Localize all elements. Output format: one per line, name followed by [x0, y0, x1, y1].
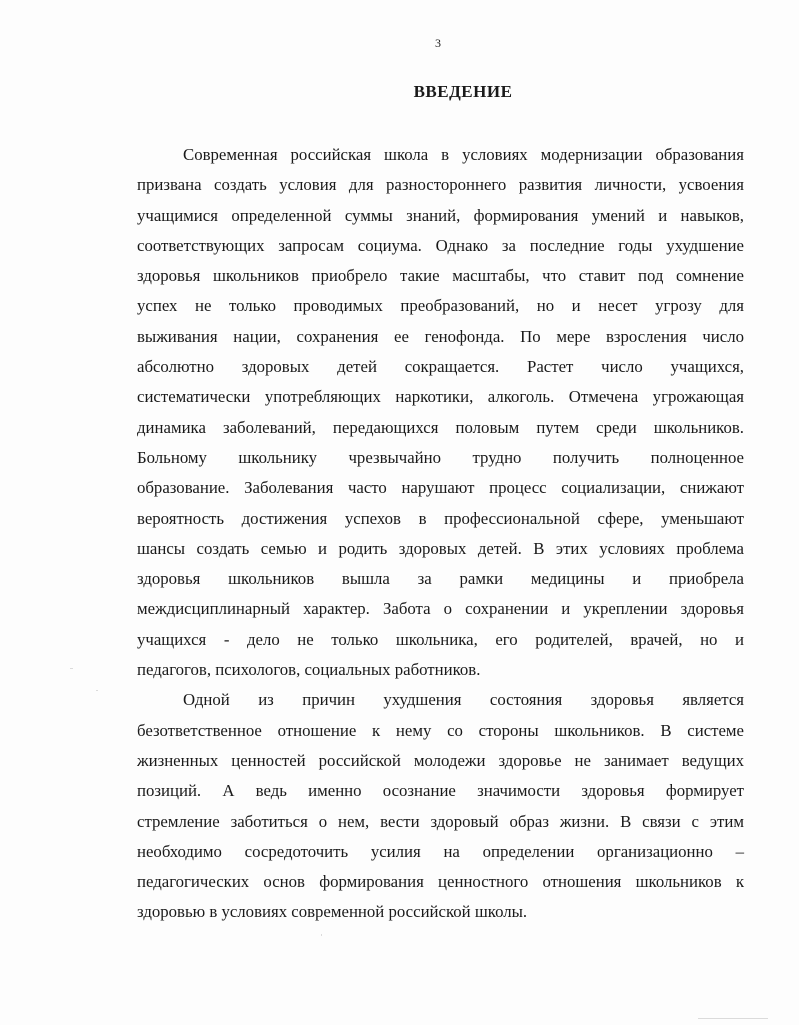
paragraph-2-line: жизненных ценностей российской молодежи здоровье не занимает ведущих: [137, 750, 744, 770]
paragraph-2-line: позиций. А ведь именно осознание значимости здоровья формирует: [137, 781, 744, 801]
scan-speck: [321, 934, 322, 936]
paragraph-1-line: призвана создать условия для разностороннего развития личности, усвоения: [137, 175, 744, 195]
paragraph-1-line: выживания нации, сохранения ее генофонда. По мере взросления число: [137, 326, 744, 346]
paragraph-1-line: здоровья школьников приобрело такие масштабы, что ставит под сомнение: [137, 266, 744, 286]
paragraph-2-line: Одной из причин ухудшения состояния здоровья является: [183, 690, 744, 710]
paragraph-1-line: Современная российская школа в условиях модернизации образования: [183, 145, 744, 164]
body-text: [137, 140, 744, 928]
paragraph-2-line: стремление заботиться о нем, вести здоровый образ жизни. В связи с этим: [137, 811, 744, 831]
scan-speck: [96, 690, 98, 691]
scan-speck: [70, 668, 73, 669]
paragraph-1-line: успех не только проводимых преобразований, но и несет угрозу для: [137, 296, 744, 316]
paragraph-1-line: здоровья школьников вышла за рамки медицины и приобрела: [137, 569, 744, 589]
page-number: 3: [435, 36, 441, 50]
paragraph-2-line: необходимо сосредоточить усилия на определении организационно –: [137, 841, 744, 861]
paragraph-1-line: систематически употребляющих наркотики, алкоголь. Отмечена угрожающая: [137, 387, 744, 407]
paragraph-1-line: шансы создать семью и родить здоровых детей. В этих условиях проблема: [137, 538, 744, 558]
section-heading: ВВЕДЕНИЕ: [413, 82, 513, 101]
paragraph-1-line: образование. Заболевания часто нарушают процесс социализации, снижают: [137, 478, 744, 498]
paragraph-1-line: Больному школьнику чрезвычайно трудно получить полноценное: [137, 447, 744, 467]
paragraph-1-line: динамика заболеваний, передающихся половым путем среди школьников.: [137, 417, 744, 437]
paragraph-1-line: учащихся - дело не только школьника, его родителей, врачей, но и: [137, 629, 744, 649]
paragraph-1-line: вероятность достижения успехов в профессиональной сфере, уменьшают: [137, 508, 744, 528]
scan-speck: [698, 1018, 768, 1019]
paragraph-2-line: безответственное отношение к нему со стороны школьников. В системе: [137, 720, 744, 740]
paragraph-1-line: междисциплинарный характер. Забота о сохранении и укреплении здоровья: [137, 599, 744, 619]
paragraph-1-line: педагогов, психологов, социальных работников.: [137, 660, 481, 680]
paragraph-2-line: педагогических основ формирования ценностного отношения школьников к: [137, 872, 744, 892]
paragraph-1-line: соответствующих запросам социума. Однако за последние годы ухудшение: [137, 235, 744, 255]
paragraph-2-line: здоровью в условиях современной российской школы.: [137, 902, 528, 922]
paragraph-1-line: учащимися определенной суммы знаний, формирования умений и навыков,: [137, 205, 744, 225]
paragraph-1-line: абсолютно здоровых детей сокращается. Растет число учащихся,: [137, 357, 744, 377]
